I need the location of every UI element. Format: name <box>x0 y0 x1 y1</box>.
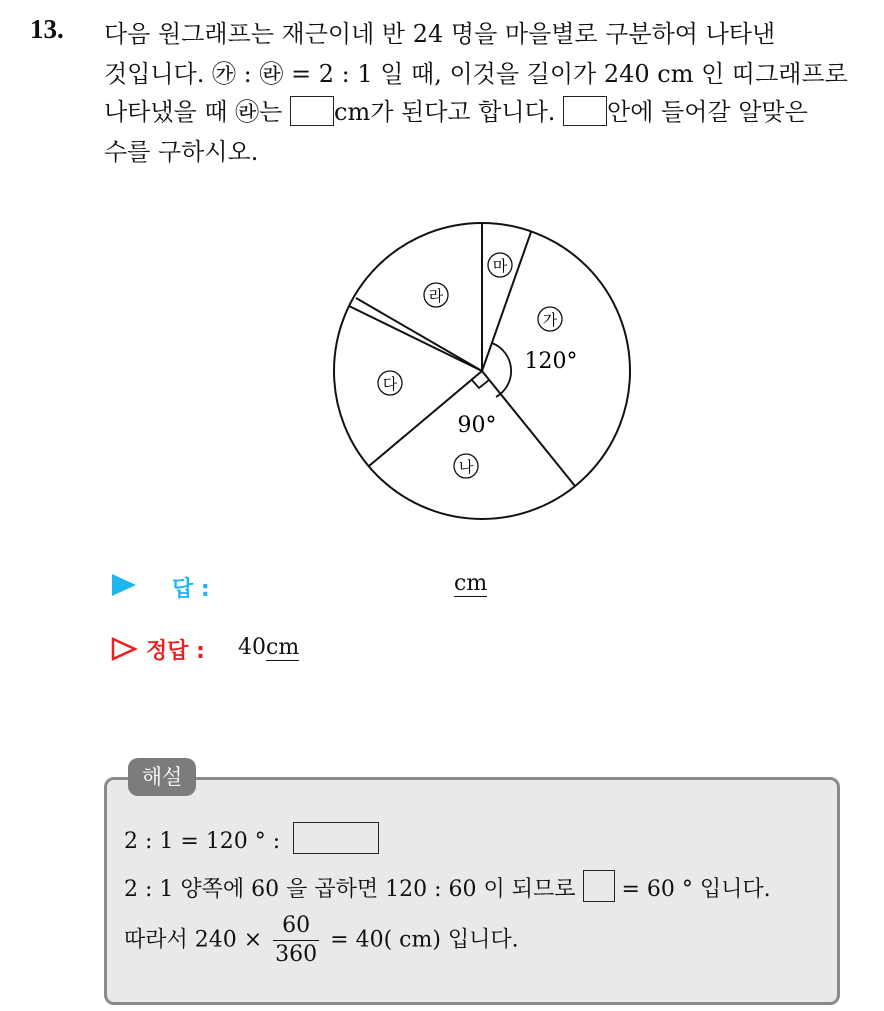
pie-chart <box>330 218 634 524</box>
answer-arrow-icon <box>110 572 138 598</box>
question-line-4: 수를 구하시오. <box>104 138 259 166</box>
correct-answer-label: 정답 : <box>146 639 205 664</box>
answer-label: 답 : <box>172 577 210 602</box>
pie-label-ga: 가 <box>542 311 558 329</box>
explanation-line-3 <box>124 912 519 969</box>
answer-blank-box-2 <box>563 96 607 126</box>
question-line-3 <box>104 92 808 127</box>
answer-blank-box <box>290 96 334 126</box>
explanation-line-2 <box>124 870 771 903</box>
explanation-line-3-pre: 따라서 240 × <box>124 927 263 953</box>
pie-label-da: 다 <box>382 375 398 393</box>
explanation-line-2-pre: 2 : 1 양쪽에 60 을 곱하면 120 : 60 이 되므로 <box>124 877 576 902</box>
explanation-tab: 해설 <box>128 758 196 796</box>
question-line-3-mid: cm가 된다고 합니다. <box>334 98 556 126</box>
explanation-blank-box-2 <box>583 870 615 902</box>
explanation-fraction <box>273 912 319 969</box>
explanation-line-1 <box>124 822 379 854</box>
pie-label-ra: 라 <box>428 287 444 305</box>
correct-answer <box>238 635 299 660</box>
answer-unit: cm <box>454 571 488 596</box>
explanation-line-3-post: = 40( cm) 입니다. <box>330 927 519 953</box>
correct-arrow-icon <box>110 636 138 662</box>
angle-label-ga: 120° <box>524 349 578 374</box>
explanation-line-2-post: = 60 ° 입니다. <box>621 877 771 902</box>
fraction-numerator: 60 <box>273 912 319 941</box>
pie-label-na: 나 <box>458 458 474 476</box>
explanation-blank-box <box>293 822 379 854</box>
angle-label-na: 90° <box>457 413 497 438</box>
correct-answer-value: 40 <box>238 635 266 660</box>
answer-input[interactable] <box>454 572 487 597</box>
question-number: 13. <box>30 14 64 44</box>
fraction-denominator: 360 <box>275 942 318 967</box>
explanation-line-1-text: 2 : 1 = 120 ° : <box>124 829 281 854</box>
correct-answer-unit: cm <box>266 635 300 660</box>
question-line-1: 다음 원그래프는 재근이네 반 24 명을 마을별로 구분하여 나타낸 <box>104 20 776 48</box>
pie-label-ma: 마 <box>492 257 508 275</box>
question-line-2: 것입니다. ㉮ : ㉱ = 2 : 1 일 때, 이것을 길이가 240 cm 인 띠그래프로 <box>104 60 848 88</box>
question-line-3-post: 안에 들어갈 알맞은 <box>607 98 808 126</box>
question-line-3-pre: 나타냈을 때 ㉱는 <box>104 98 283 126</box>
